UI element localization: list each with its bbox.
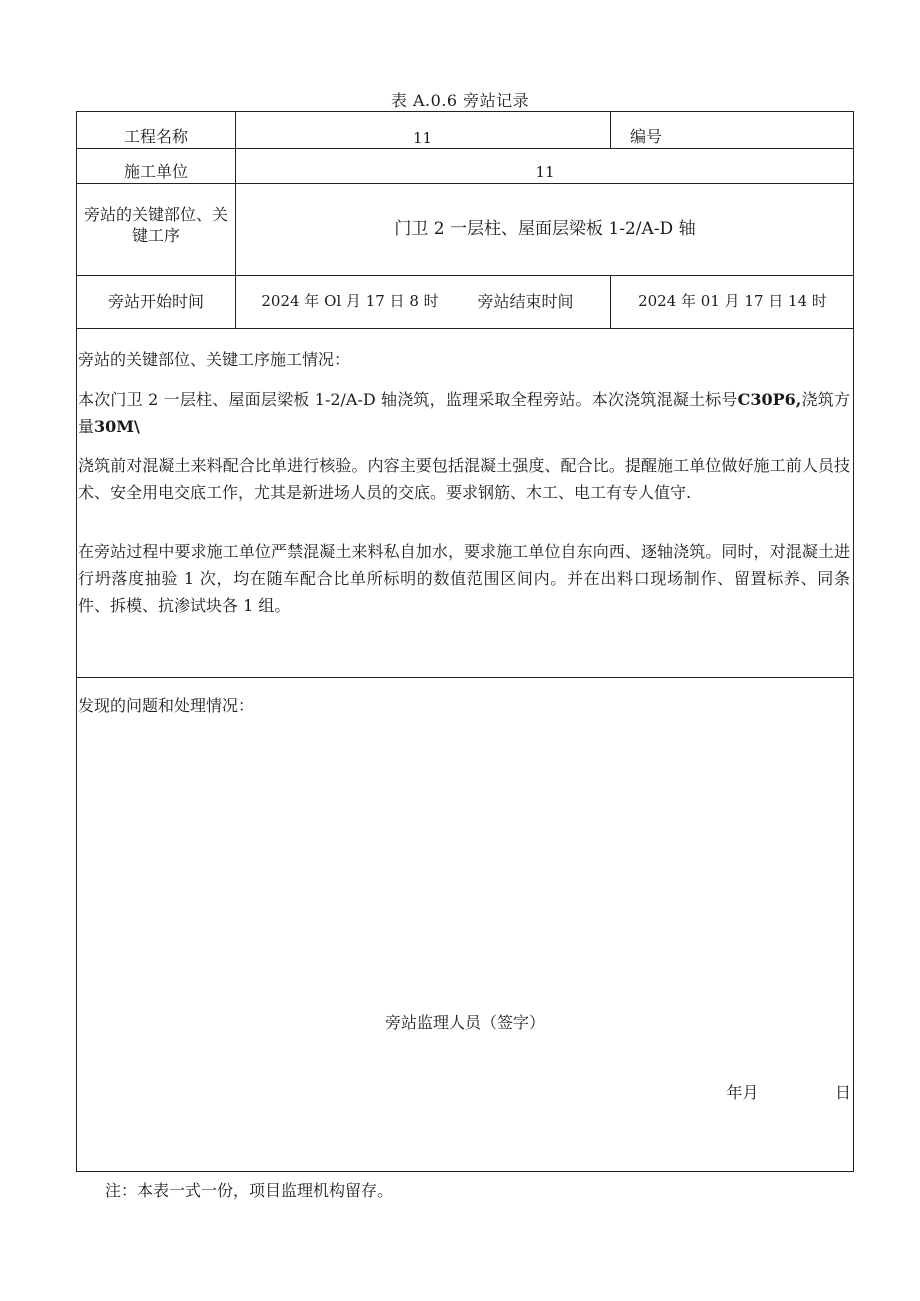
concrete-grade: C30P6, [737,390,802,409]
row-divider [77,328,853,329]
end-time-value: 2024 年 01 月 17 日 14 时 [638,292,827,310]
situation-paragraph-1-volume-label: 浇筑方量 [78,390,850,436]
pour-volume: 30M\ [94,417,140,436]
number-value [682,125,852,148]
date-year-month: 年月 [726,1082,759,1102]
contractor-value: 11 [535,162,555,181]
number-label: 编号 [629,127,662,146]
footer-note: 注：本表一式一份，项目监理机构留存。 [105,1181,394,1200]
start-time-value: 2024 年 Ol 月 17 日 8 时 [261,292,439,310]
situation-paragraph-1-text: 本次门卫 2 一层柱、屋面层梁板 1-2/A-D 轴浇筑，监理采取全程旁站。本次浇筑混凝土标号 [78,390,738,409]
project-name-value: 11 [412,129,433,147]
end-time-label: 旁站结束时间 [477,292,574,311]
signature-label: 旁站监理人员（签字） [384,1012,545,1032]
contractor-label: 施工单位 [123,161,188,181]
situation-heading: 旁站的关键部位、关键工序施工情况： [78,350,351,369]
row-divider [77,677,853,678]
problems-heading: 发现的问题和处理情况： [78,696,255,715]
date-day: 日 [834,1082,851,1102]
page-title: 表 A.0.6 旁站记录 [390,91,530,110]
situation-paragraph-1 [78,386,850,440]
key-part-value: 门卫 2 一层柱、屋面层梁板 1-2/A-D 轴 [394,218,696,239]
project-name-label: 工程名称 [123,127,188,146]
record-table [76,111,854,1172]
start-time-label: 旁站开始时间 [107,292,204,311]
situation-paragraph-3: 在旁站过程中要求施工单位严禁混凝土来料私自加水，要求施工单位自东向西、逐轴浇筑。同时，对混凝土进行坍落度抽验 1 次，均在随车配合比单所标明的数值范围区间内。并在出料口现场制作、留置标养、同条件、拆模、抗渗试块各 1 组。 [78,542,850,615]
situation-paragraph-2: 浇筑前对混凝土来料配合比单进行核验。内容主要包括混凝土强度、配合比。提醒施工单位做好施工前人员技术、安全用电交底工作，尤其是新进场人员的交底。要求钢筋、木工、电工有专人值守. [78,456,850,502]
key-part-label: 旁站的关键部位、关键工序 [83,205,228,245]
